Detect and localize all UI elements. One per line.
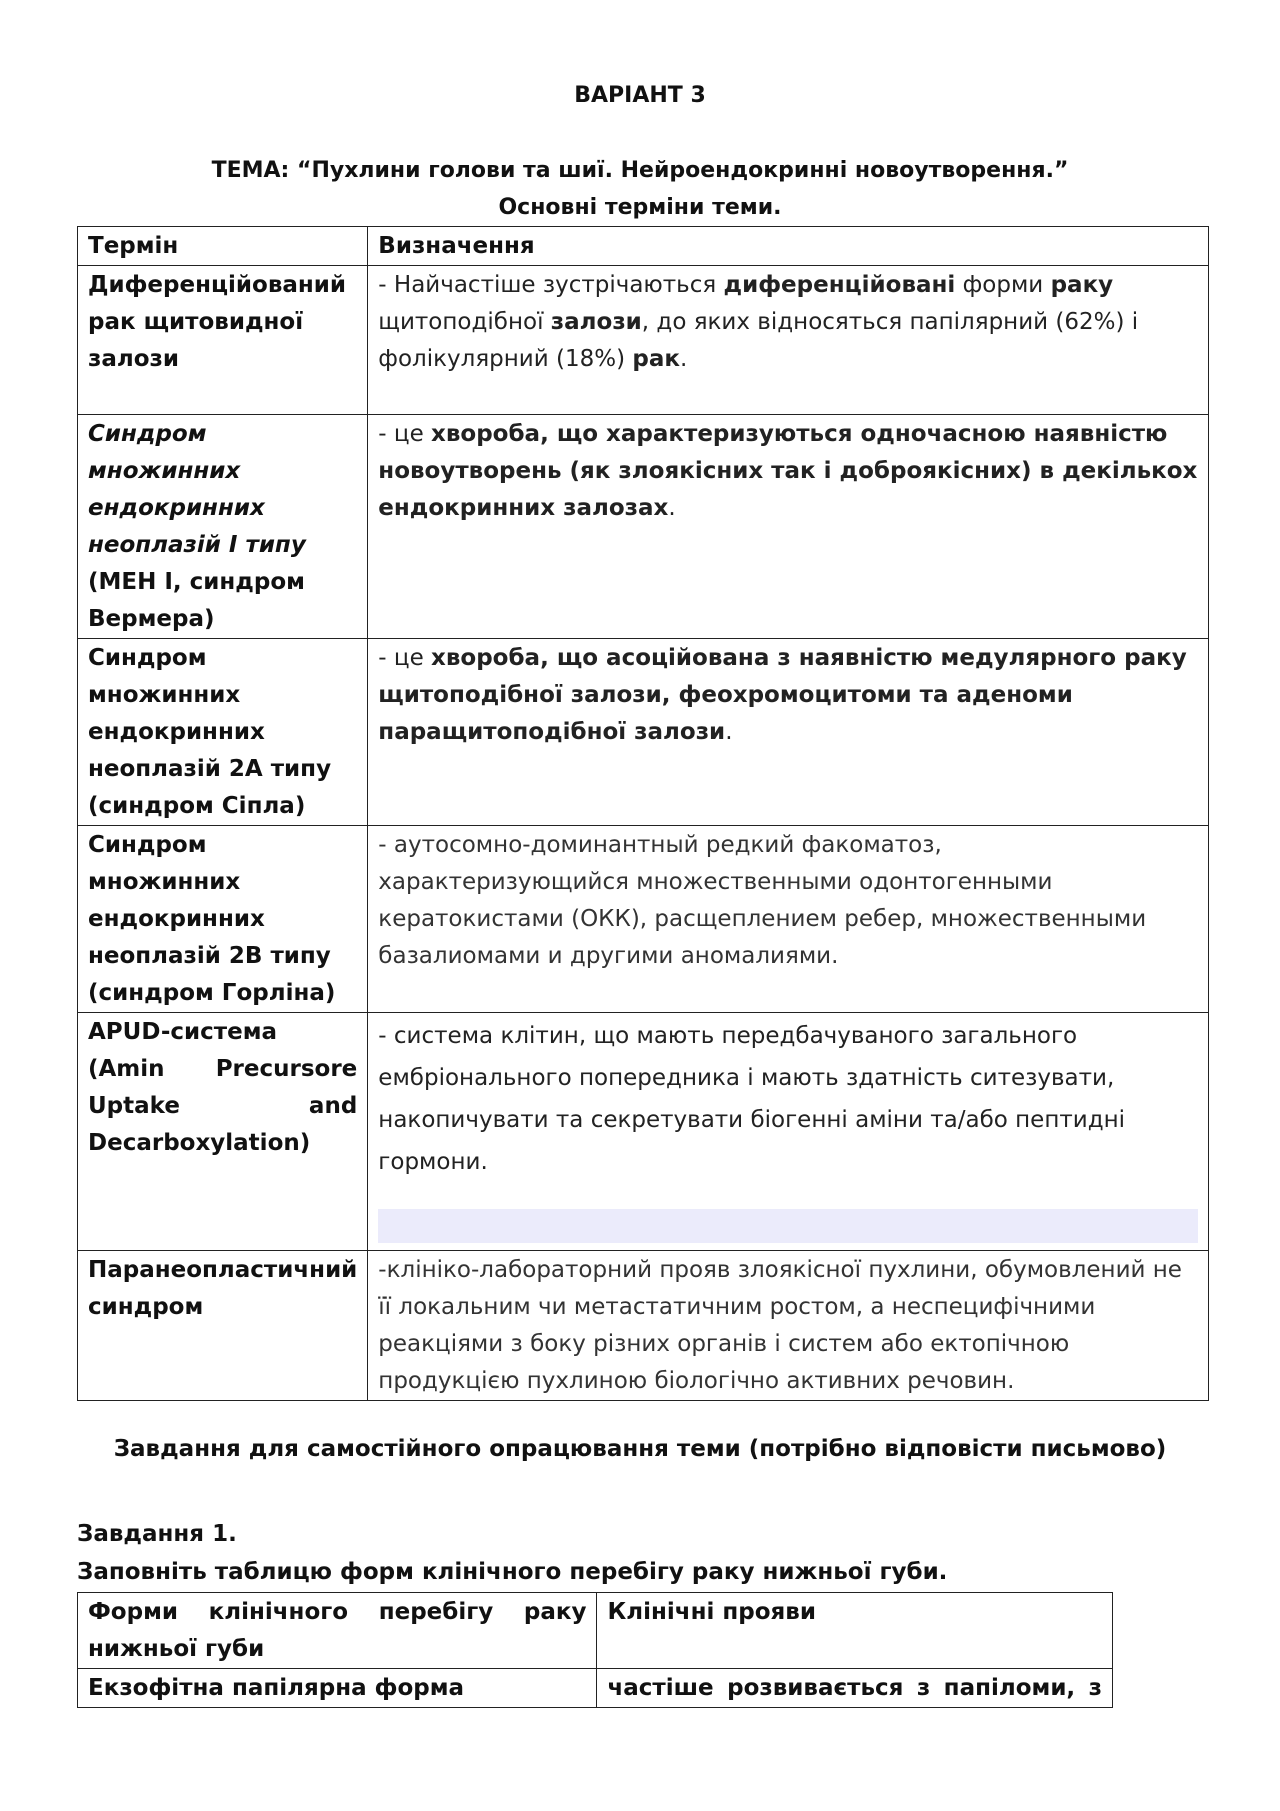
definition-run: форми bbox=[955, 272, 1051, 298]
section-heading: Завдання для самостійного опрацювання теми (потрібно відповісти письмово) bbox=[113, 1436, 1167, 1462]
definition-run: . bbox=[668, 495, 676, 521]
header-forms: Форми клінічного перебігу раку нижньої губи bbox=[78, 1593, 597, 1669]
definition-cell bbox=[368, 639, 1209, 826]
definition-bold-run: рак bbox=[632, 346, 680, 372]
definition-bold-run: хвороба, що характеризуються одночасною наявністю новоутворень (як злоякісних так і доброякісних) в декількох ендокринних залозах bbox=[378, 421, 1198, 521]
definition-bold-run: залози bbox=[550, 309, 642, 335]
form-cell: Екзофітна папілярна форма bbox=[78, 1669, 597, 1708]
term-cell: Синдром множинних ендокринних неоплазій 2А типу (синдром Сіпла) bbox=[78, 639, 368, 826]
header-clinical: Клінічні прояви bbox=[597, 1593, 1113, 1669]
term-cell: Диференційований рак щитовидної залози bbox=[78, 266, 368, 415]
term-cell: Синдром множинних ендокринних неоплазій 2В типу (синдром Горліна) bbox=[78, 826, 368, 1013]
term-rest: (МЕН І, синдром Вермера) bbox=[88, 569, 305, 632]
table-row bbox=[78, 1013, 1209, 1251]
term-cell bbox=[78, 415, 368, 639]
terms-heading: Основні терміни теми. bbox=[498, 195, 782, 220]
forms-table bbox=[77, 1592, 1113, 1708]
table-row bbox=[78, 1669, 1113, 1708]
definition-run: - це bbox=[378, 645, 432, 671]
table-row bbox=[78, 639, 1209, 826]
term-cell: Паранеопластичний синдром bbox=[78, 1251, 368, 1401]
definition-bold-run: хвороба, що асоційована з наявністю медулярного раку щитоподібної залози, феохромоцитоми та аденоми паращитоподібної залози bbox=[378, 645, 1187, 745]
table-row bbox=[78, 415, 1209, 639]
highlight-strip bbox=[378, 1209, 1198, 1243]
term-cell: APUD-система (Amin Precursore Uptake and Decarboxylation) bbox=[78, 1013, 368, 1251]
table-row bbox=[78, 826, 1209, 1013]
variant-title: ВАРІАНТ 3 bbox=[574, 83, 706, 108]
task-title: Завдання 1. bbox=[77, 1521, 237, 1547]
table-row bbox=[78, 266, 1209, 415]
header-term: Термін bbox=[78, 227, 368, 266]
definition-cell: - аутосомно-доминантный редкий факоматоз, характеризующийся множественными одонтогенными кератокистами (ОКК), расщеплением ребер, множественными базалиомами и другими аномалиями. bbox=[368, 826, 1209, 1013]
clinical-cell: частіше розвивається з папіломи, з bbox=[597, 1669, 1113, 1708]
definition-run: - це bbox=[378, 421, 432, 447]
definition-run: щитоподібної bbox=[378, 309, 551, 335]
header-definition: Визначення bbox=[368, 227, 1209, 266]
definition-cell bbox=[368, 1013, 1209, 1251]
term-italic: Синдром множинних ендокринних неоплазій І типу bbox=[88, 421, 306, 558]
terms-table bbox=[77, 226, 1209, 1401]
forms-header-row bbox=[78, 1593, 1113, 1669]
definition-bold-run: диференційовані bbox=[723, 272, 956, 298]
topic-title: ТЕМА: “Пухлини голови та шиї. Нейроендокринні новоутворення.” bbox=[211, 158, 1069, 183]
definition-cell bbox=[368, 415, 1209, 639]
definition-cell: -клініко-лабораторний прояв злоякісної пухлини, обумовлений не її локальним чи метастатичним ростом, а неспецифічними реакціями з боку різних органів і систем або ектопічною продукцією пухлиною біологічно активних речовин. bbox=[368, 1251, 1209, 1401]
definition-run: . bbox=[725, 719, 733, 745]
definition-run: . bbox=[680, 346, 688, 372]
terms-header-row bbox=[78, 227, 1209, 266]
task-instruction: Заповніть таблицю форм клінічного перебігу раку нижньої губи. bbox=[77, 1559, 948, 1585]
table-row bbox=[78, 1251, 1209, 1401]
definition-text: - система клітин, що мають передбачуваного загального ембріонального попередника і мають здатність ситезувати, накопичувати та секретувати біогенні аміни та/або пептидні гормони. bbox=[378, 1023, 1126, 1175]
definition-bold-run: раку bbox=[1050, 272, 1114, 298]
definition-run: , до яких відносяться папілярний (62%) і фолікулярний (18%) bbox=[378, 309, 1139, 372]
definition-run: - Найчастіше зустрічаються bbox=[378, 272, 724, 298]
definition-cell bbox=[368, 266, 1209, 415]
